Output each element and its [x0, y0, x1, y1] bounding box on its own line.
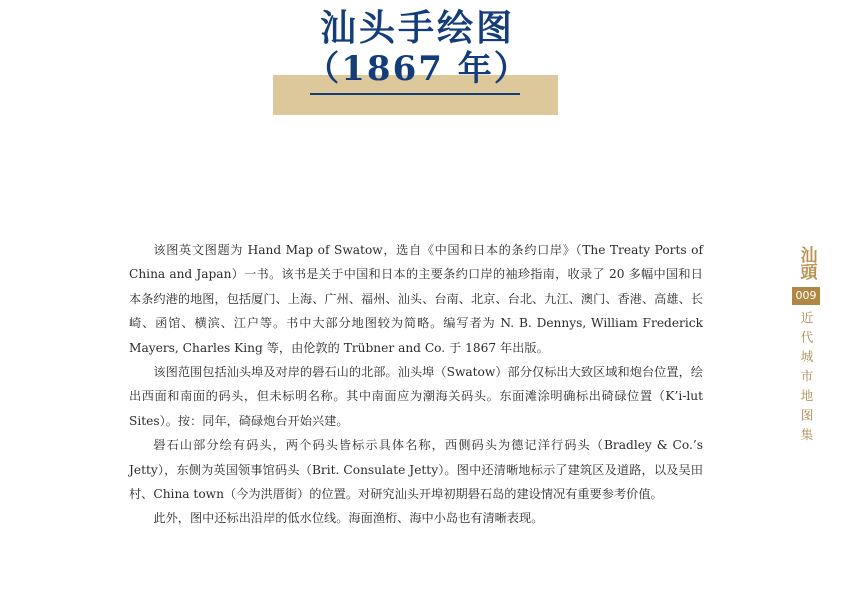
shantou-seal-logo: 汕頭 — [796, 246, 817, 280]
paragraph-4: 此外，图中还标出沿岸的低水位线。海面渔桁、海中小岛也有清晰表现。 — [153, 511, 544, 526]
body-text — [129, 238, 703, 531]
series-title: 近代城市地图集 — [799, 311, 814, 448]
paragraph-1: 该图英文图题为 Hand Map of Swatow，选自《中国和日本的条约口岸》（The Treaty Ports of China and Japan）一书。该书是关于中国和日本的主要条约口岸的袖珍指南，收录了 20 多幅中国和日本条约港的地图，包括厦门、上海、广州、福州、汕头、台南、北京、台北、九江、澳门、香港、高雄、长崎、函馆、横滨、江户等。书中大部分地图较为简略。编写者为 N. B. Dennys, William Frederick Mayers, Charles King 等，由伦敦的 Trübner and Co. 于 1867 年出版。 — [129, 243, 703, 355]
page-number: 009 — [792, 287, 820, 305]
paragraph-3: 礐石山部分绘有码头，两个码头皆标示具体名称，西侧码头为德记洋行码头（Bradley & Co.’s Jetty），东侧为英国领事馆码头（Brit. Consulate Jetty）。图中还清晰地标示了建筑区及道路，以及吴田村、China town（今为洪厝街）的位置。对研究汕头开埠初期礐石岛的建设情况有重要参考价值。 — [129, 438, 703, 502]
page-title: 汕头手绘图 — [319, 7, 515, 49]
paragraph-2: 该图范围包括汕头埠及对岸的礐石山的北部。汕头埠（Swatow）部分仅标出大致区域和炮台位置，绘出西面和南面的码头，但未标明名称。其中南面应为潮海关码头。东面滩涂明确标出碕碌位置（K’i-lut Sites）。按：同年，碕碌炮台开始兴建。 — [129, 365, 703, 428]
page-subtitle-year: （1867 年） — [305, 49, 530, 89]
title-underline — [310, 93, 520, 95]
side-tab — [792, 243, 820, 448]
